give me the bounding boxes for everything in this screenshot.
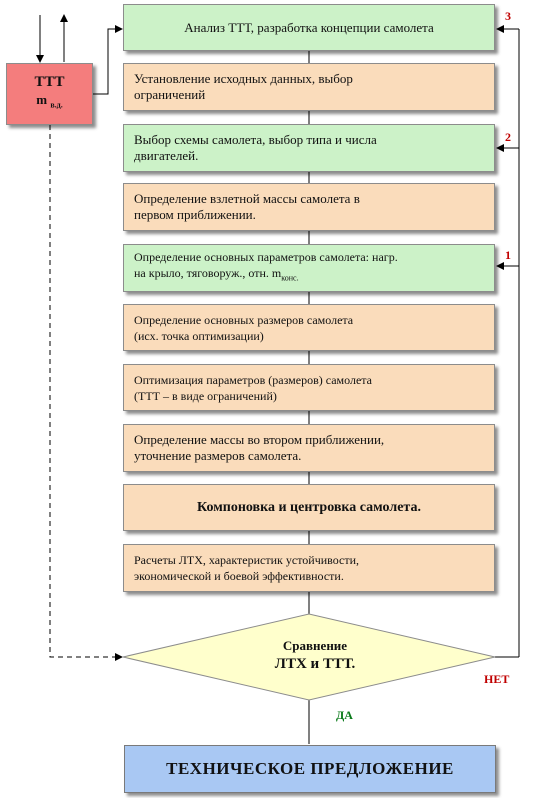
step-text-main: Определение основных параметров самолета: нагр. на крыло, тяговоруж., отн. m (134, 250, 398, 281)
decision-line1: Сравнение (282, 638, 348, 653)
no-label: НЕТ (484, 672, 510, 686)
ttt-mass-symbol: m (36, 92, 48, 108)
dashed-ttt-to-decision (50, 125, 122, 657)
ttt-mass-subscript: в.д. (50, 100, 63, 110)
step-text: Установление исходных данных, выбор ограничений (134, 71, 353, 102)
step-text: Оптимизация параметров (размеров) самолета (ТТТ – в виде ограничений) (134, 372, 372, 403)
step-text: Компоновка и центровка самолета. (197, 499, 421, 515)
technical-proposal-box (124, 745, 496, 793)
ttt-to-analysis-arrow (93, 29, 122, 94)
ttt-label: ТТТ (34, 74, 65, 91)
step-text: Анализ ТТТ, разработка концепции самолета (184, 19, 434, 35)
step-text: Определение основных размеров самолета (исх. точка оптимизации) (134, 312, 354, 343)
step-performance-calc (123, 544, 495, 592)
step-main-parameters (123, 244, 495, 292)
step-concept-analysis (123, 4, 495, 51)
loop-number-1: 1 (505, 248, 511, 262)
step-main-dimensions (123, 304, 495, 351)
step-text: Определение взлетной массы самолета в первом приближении. (134, 191, 360, 222)
step-takeoff-mass-first (123, 183, 495, 231)
final-text: ТЕХНИЧЕСКОЕ ПРЕДЛОЖЕНИЕ (166, 759, 454, 778)
yes-label: ДА (336, 708, 353, 722)
step-text (134, 249, 398, 286)
decision-label (190, 638, 440, 674)
decision-line2: ЛТХ и ТТТ. (274, 656, 356, 672)
step-text: Определение массы во втором приближении, уточнение размеров самолета. (134, 432, 385, 463)
loop-number-2: 2 (505, 130, 511, 144)
step-layout-balance (123, 484, 495, 531)
ttt-box (6, 63, 93, 125)
step-scheme-selection (123, 124, 495, 172)
ttt-mass-label (36, 91, 62, 115)
step-initial-data (123, 63, 495, 111)
step-optimization (123, 364, 495, 411)
step-text: Выбор схемы самолета, выбор типа и числа двигателей. (134, 132, 377, 163)
step-text: Расчеты ЛТХ, характеристик устойчивости, экономической и боевой эффективности. (134, 553, 360, 583)
loop-number-3: 3 (505, 9, 511, 23)
step-mass-second (123, 424, 495, 472)
step-text-sub: конс. (281, 273, 299, 283)
